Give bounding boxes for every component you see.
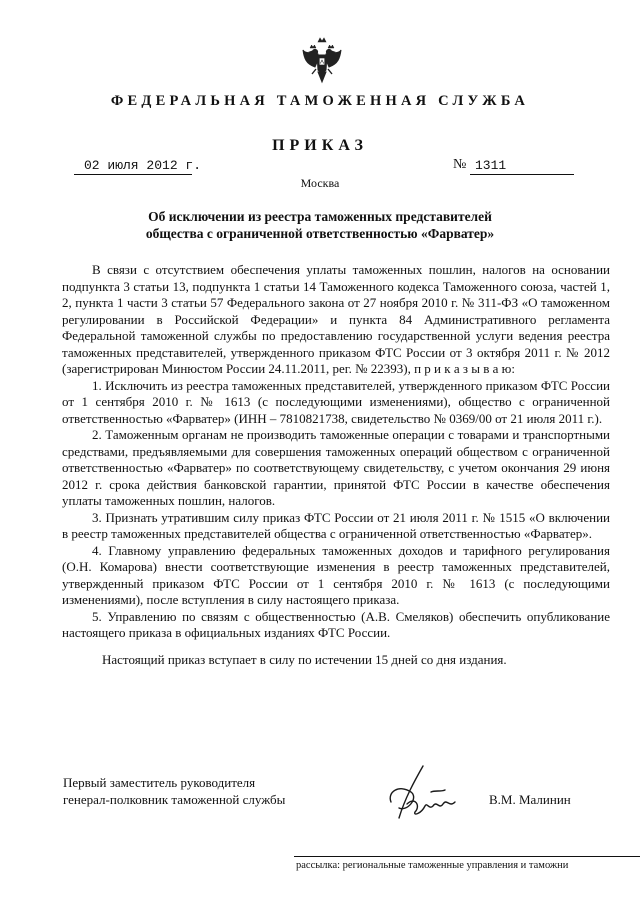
- signer-position-line-1: Первый заместитель руководителя: [63, 775, 256, 790]
- order-date: 02 июля 2012 г.: [84, 158, 202, 173]
- effective-date-paragraph: Настоящий приказ вступает в силу по истечении 15 дней со дня издания.: [102, 651, 507, 667]
- order-number: 1311: [475, 158, 507, 173]
- clause-2-paragraph: 2. Таможенным органам не производить таможенные операции с товарами и транспортными средствами, предъявляемыми для совершения таможенных операций обществом с ограниченной ответственностью «Фарватер» по соответствующему свидетельству, с учетом окончания 29 июня 2012 г. срока действия банковской гарантии, принятой ФТС России в качестве обеспечения уплаты таможенных пошлин, налогов.: [62, 427, 610, 508]
- signer-position-line-2: генерал-полковник таможенной службы: [63, 792, 286, 807]
- clause-1-paragraph: 1. Исключить из реестра таможенных представителей, утвержденного приказом ФТС России от 1 сентября 2010 г. № 1613 (с последующими изменениями), общество с ограниченной ответственностью «Фарватер» (ИНН – 7810821738, свидетельство № 0369/00 от 21 июля 2011 г.).: [62, 377, 610, 426]
- order-body: [62, 262, 610, 668]
- order-title: [100, 208, 540, 242]
- preamble-paragraph: В связи с отсутствием обеспечения уплаты таможенных пошлин, налогов на основании подпункта 3 статьи 13, подпункта 1 статьи 14 Таможенного кодекса Таможенного союза, частей 1, 2, пункта 1 части 3 статьи 57 Федерального закона от 27 ноября 2010 г. № 311-ФЗ «О таможенном регулировании в Российской Федерации» и пункта 84 Административного регламента Федеральной таможенной службы по предоставлению государственной услуги ведения реестра таможенных представителей, утвержденного приказом ФТС России от 3 октября 2011 г. № 2012 (зарегистрирован Минюстом России 24.11.2011, рег. № 22393), п р и к а з ы в а ю:: [62, 262, 610, 376]
- distribution-divider: [294, 856, 640, 857]
- document-type: ПРИКАЗ: [272, 137, 368, 154]
- clause-4-paragraph: 4. Главному управлению федеральных таможенных доходов и тарифного регулирования (О.Н. Комарова) внести соответствующие изменения в реестр таможенных представителей, утвержденный приказом ФТС России от 1 сентября 2010 г. № 1613 (с последующими изменениями), после вступления в силу настоящего приказа.: [62, 542, 610, 607]
- double-headed-eagle-emblem-icon: [301, 36, 343, 86]
- order-title-line-1: Об исключении из реестра таможенных представителей: [148, 209, 492, 224]
- number-sign: №: [453, 157, 467, 172]
- clause-5-paragraph: 5. Управлению по связям с общественностью (А.В. Смеляков) обеспечить опубликование настоящего приказа в официальных изданиях ФТС России.: [62, 608, 610, 640]
- handwritten-signature-icon: [385, 762, 471, 824]
- date-underline: [74, 174, 192, 175]
- number-underline: [470, 174, 574, 175]
- signer-name: В.М. Малинин: [489, 792, 571, 807]
- city: Москва: [300, 176, 340, 190]
- order-title-line-2: общества с ограниченной ответственностью «Фарватер»: [145, 226, 495, 241]
- clause-3-paragraph: 3. Признать утратившим силу приказ ФТС России от 21 июля 2011 г. № 1515 «О включении в реестр таможенных представителей общества с ограниченной ответственностью «Фарватер».: [62, 509, 610, 541]
- distribution-list: рассылка: региональные таможенные управления и таможни: [296, 860, 569, 871]
- agency-name: ФЕДЕРАЛЬНАЯ ТАМОЖЕННАЯ СЛУЖБА: [110, 93, 530, 109]
